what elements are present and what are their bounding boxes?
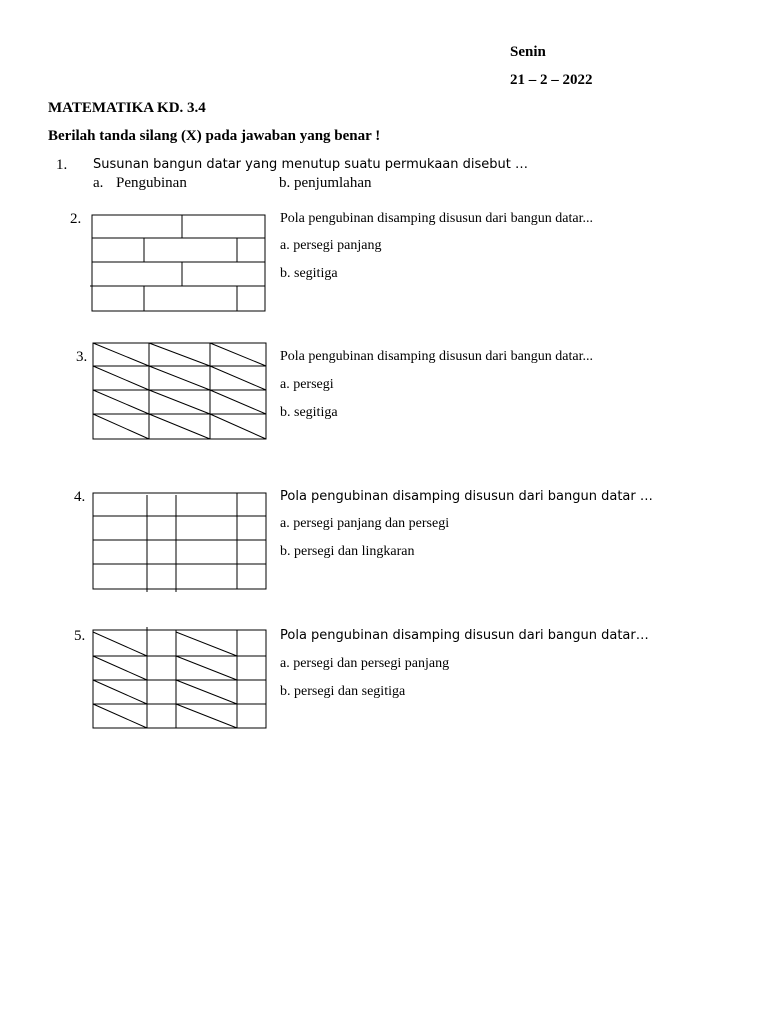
question-2-number: 2. [70,211,82,227]
question-2-tiling-figure [90,214,266,312]
question-1-option-a: Pengubinan [116,175,187,191]
page-title: MATEMATIKA KD. 3.4 [48,100,206,116]
question-5-number: 5. [74,628,86,644]
question-2-option-a: a. persegi panjang [280,238,382,253]
question-5-option-a: a. persegi dan persegi panjang [280,656,450,671]
question-2-option-b: b. segitiga [280,266,338,281]
question-4-text: Pola pengubinan disamping disusun dari bangun datar … [280,489,653,504]
instruction-text: Berilah tanda silang (X) pada jawaban yang benar ! [48,128,381,144]
question-1-text: Susunan bangun datar yang menutup suatu permukaan disebut … [93,157,528,172]
question-1-option-b: b. penjumlahan [279,175,372,191]
question-1-number: 1. [56,157,68,173]
question-3-option-b: b. segitiga [280,405,338,420]
date-label: 21 – 2 – 2022 [510,72,593,88]
question-5-option-b: b. persegi dan segitiga [280,684,406,699]
question-3-number: 3. [76,349,88,365]
question-1-option-a-letter: a. [93,175,104,191]
question-3-text: Pola pengubinan disamping disusun dari bangun datar... [280,349,594,364]
day-label: Senin [510,44,546,60]
question-3-tiling-figure [90,342,268,440]
question-3-option-a: a. persegi [280,377,334,392]
question-5-tiling-figure [90,626,268,730]
question-4-option-a: a. persegi panjang dan persegi [280,516,450,531]
question-4-tiling-figure [90,492,268,594]
question-2-text: Pola pengubinan disamping disusun dari bangun datar... [280,211,594,226]
question-5-text: Pola pengubinan disamping disusun dari bangun datar… [280,628,649,643]
question-4-number: 4. [74,489,86,505]
question-4-option-b: b. persegi dan lingkaran [280,544,415,559]
